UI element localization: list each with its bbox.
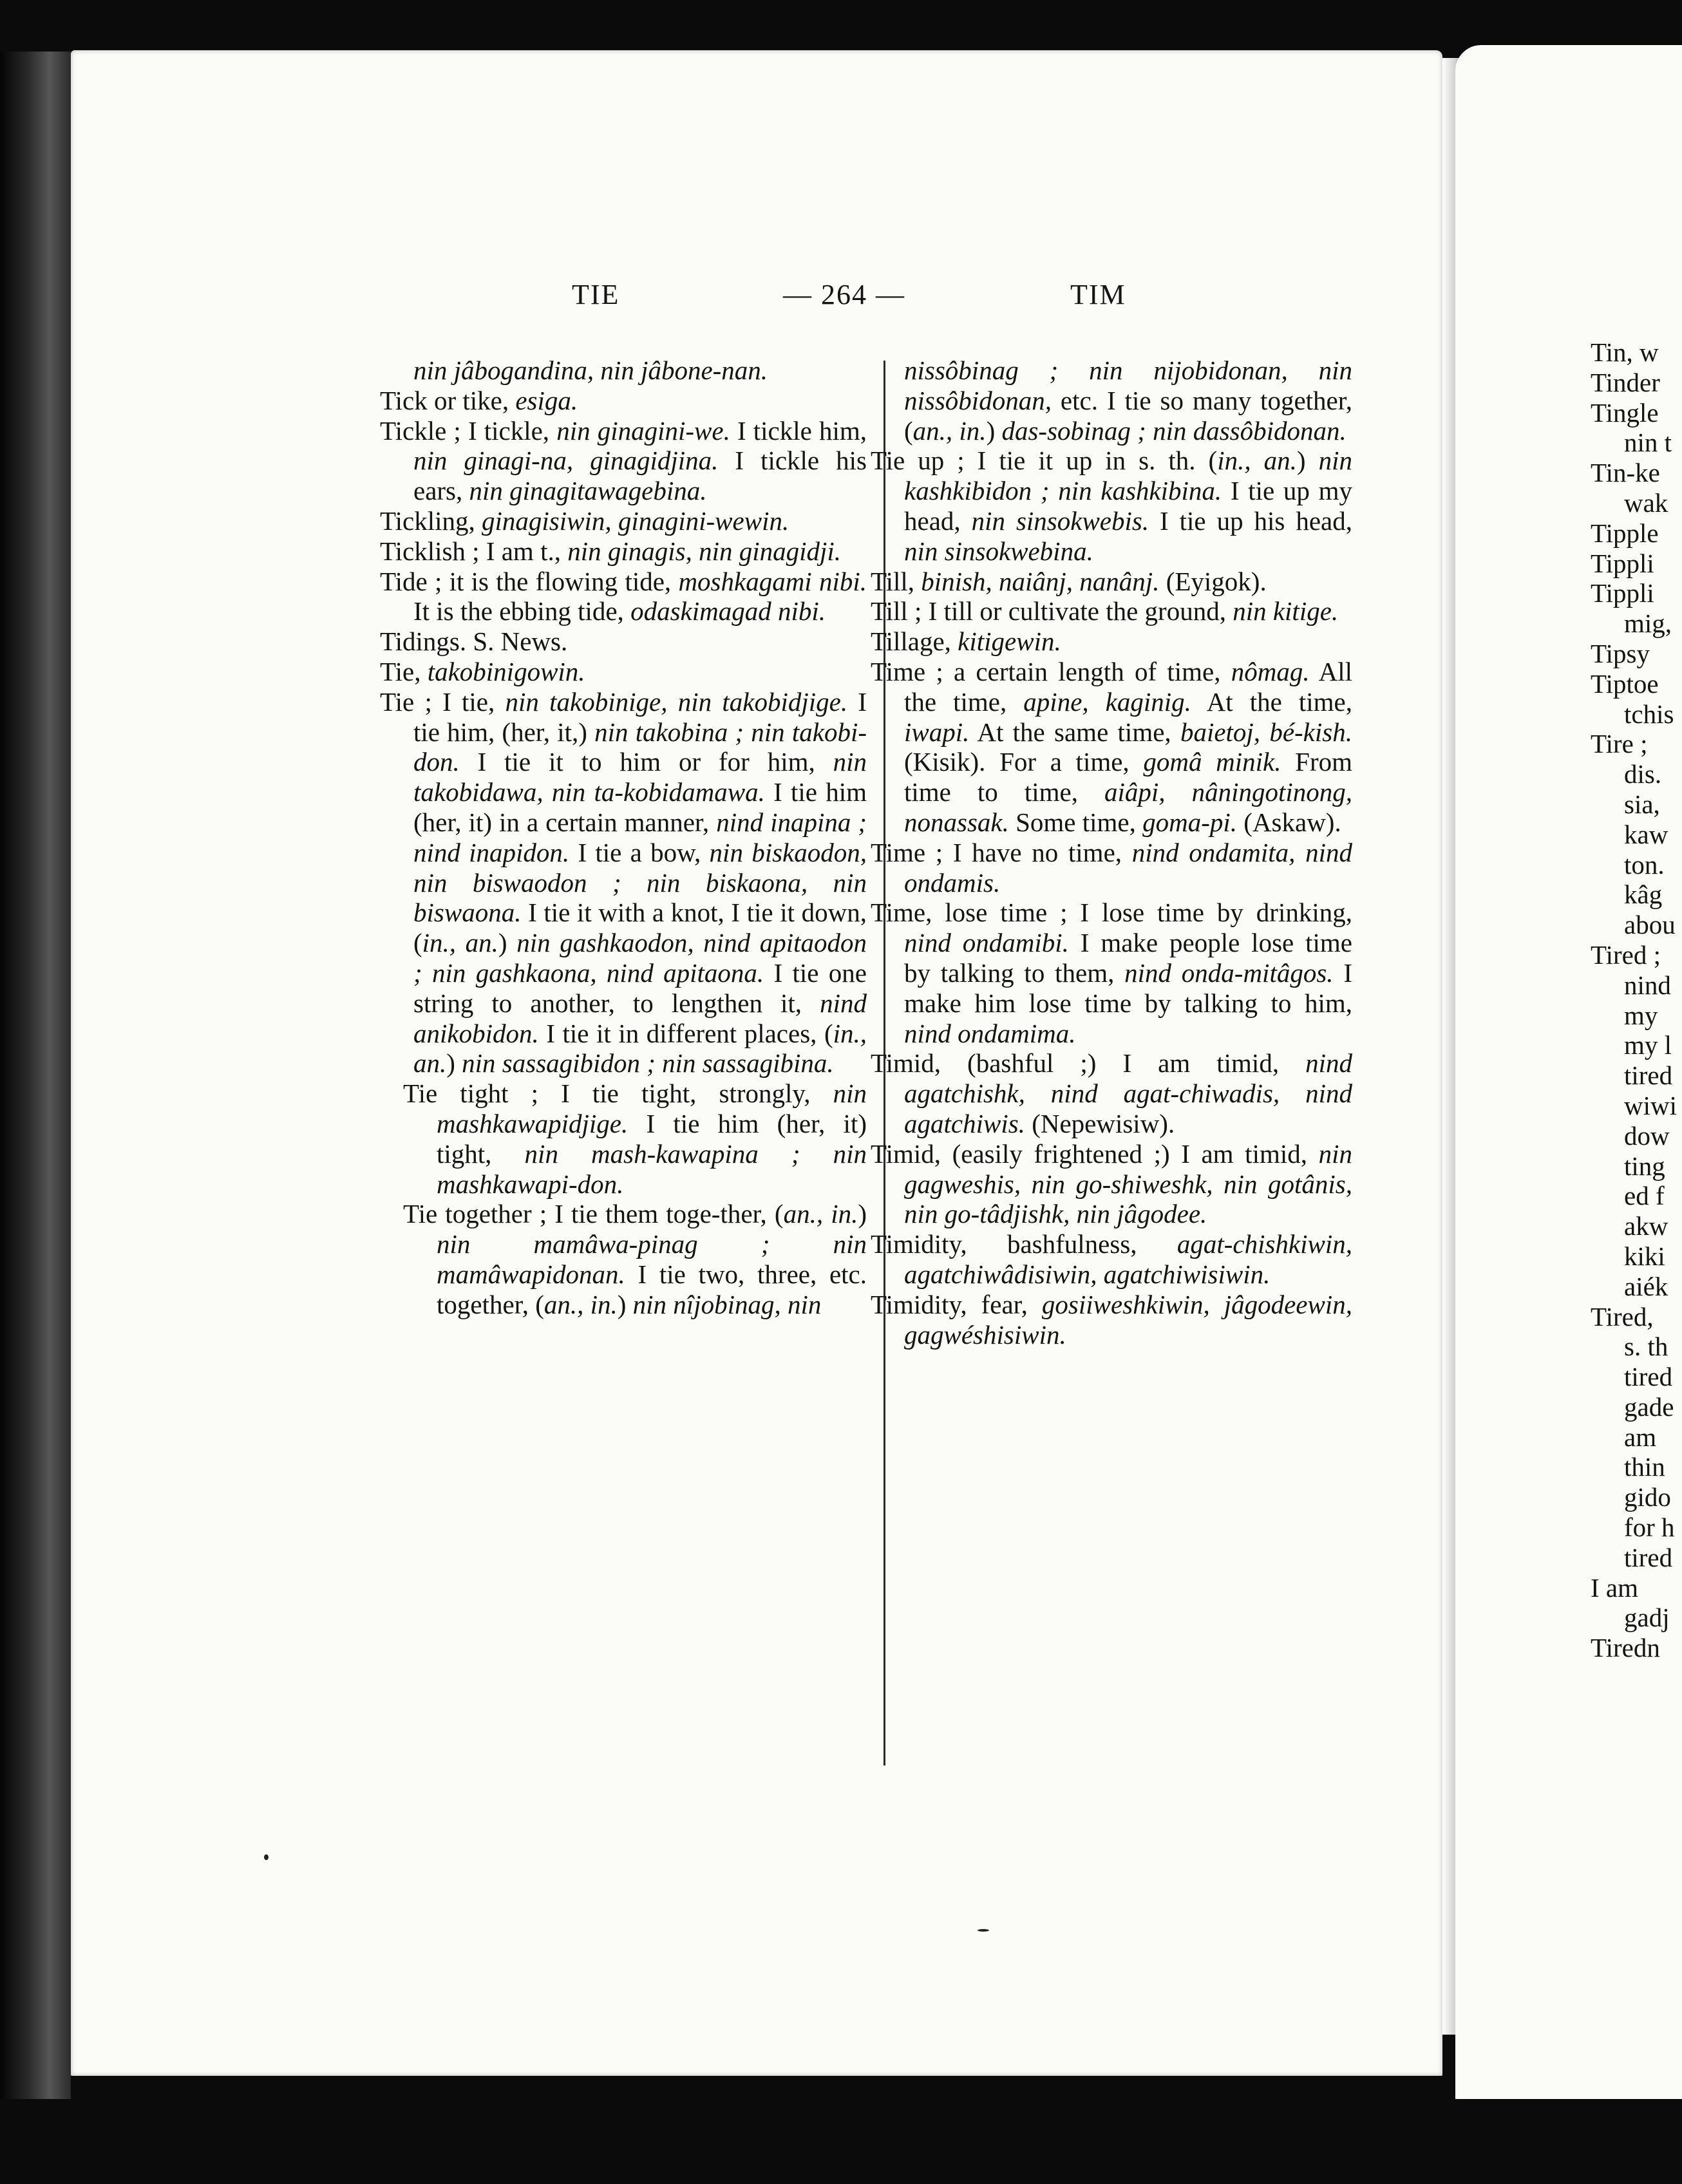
next-page-line: Tire ; [1591, 729, 1648, 759]
next-page-line: Tin, w [1591, 337, 1659, 367]
dictionary-entry: Tillage, kitigewin. [871, 626, 1061, 657]
next-page-line: nin t [1624, 428, 1672, 458]
next-page-line: gadj [1624, 1603, 1670, 1633]
left-column [380, 355, 867, 1320]
next-page-line: thin [1624, 1452, 1665, 1482]
next-page-line: Tingle [1591, 397, 1659, 428]
next-page-line: my [1624, 1000, 1658, 1030]
next-page-line: aiék [1624, 1271, 1668, 1301]
scan-speck [264, 1854, 269, 1860]
next-page-line: wak [1624, 487, 1668, 518]
next-page-line: tchis [1624, 699, 1674, 729]
book-spine [0, 52, 71, 2184]
dictionary-entry: Time, lose time ; I lose time by drinking, nind ondamibi. I make people lose time by talking to them, nind onda-mitâgos. I make him lose time by talking to him, nind ondamima. [871, 898, 1352, 1048]
next-page-line: ting [1624, 1151, 1665, 1181]
dictionary-entry: Tickle ; I tickle, nin ginagini-we. I tickle him, nin ginagi-na, ginagidjina. I tickle his ears, nin ginagitawagebina. [380, 415, 867, 506]
next-page-line: Tired ; [1591, 939, 1661, 970]
dictionary-entry: Till ; I till or cultivate the ground, nin kitige. [871, 596, 1339, 626]
next-page-line: Tippli [1591, 548, 1654, 578]
dictionary-entry: nissôbinag ; nin nijobidonan, nin nissôbidonan, etc. I tie so many together, (an., in.) das-sobinag ; nin dassôbidonan. [904, 355, 1352, 446]
dictionary-entry: Tie up ; I tie it up in s. th. (in., an.) nin kashkibidon ; nin kashkibina. I tie up my head, nin sinsokwebis. I tie up his head, nin sinsokwebina. [871, 446, 1352, 566]
next-page-line: mig, [1624, 608, 1672, 639]
dictionary-entry: Timid, (bashful ;) I am timid, nind agatchishk, nind agat-chiwadis, nind agatchiwis. (Nepewisiw). [871, 1048, 1352, 1138]
scan-speck [978, 1929, 989, 1932]
next-page-line: dow [1624, 1120, 1670, 1151]
dictionary-entry: Timid, (easily frightened ;) I am timid, nin gagweshis, nin go-shiweshk, nin gotânis, nin go-tâdjishk, nin jâgodee. [871, 1138, 1352, 1229]
next-page-line: tired [1624, 1060, 1673, 1091]
next-page-line: Tipsy [1591, 638, 1650, 668]
next-page-line: Tiredn [1591, 1633, 1660, 1663]
dictionary-entry: Till, binish, naiânj, nanânj. (Eyigok). [871, 566, 1267, 596]
next-page-line: am [1624, 1422, 1657, 1452]
next-page-line: my l [1624, 1030, 1672, 1060]
next-page-line: ed f [1624, 1181, 1665, 1211]
dictionary-entry: Ticklish ; I am t., nin ginagis, nin ginagidji. [380, 536, 842, 566]
next-page-line: for h [1624, 1512, 1675, 1543]
next-page-line: tired [1624, 1362, 1673, 1392]
next-page-line: kaw [1624, 819, 1668, 849]
next-page-text [1591, 337, 1682, 1663]
next-page-line: kiki [1624, 1241, 1665, 1271]
next-page-line: sia, [1624, 789, 1660, 819]
dictionary-entry: Tie, takobinigowin. [380, 656, 585, 686]
scan-background [0, 2099, 1682, 2184]
page-number: — 264 — [783, 279, 905, 310]
next-page-line: Tin-ke [1591, 458, 1660, 488]
dictionary-entry: Timidity, bashfulness, agat-chishkiwin, agatchiwâdisiwin, agatchiwisiwin. [871, 1229, 1352, 1289]
next-page-line: Tippli [1591, 578, 1654, 608]
next-page-line: nind [1624, 970, 1671, 1000]
next-page-line: tired [1624, 1542, 1673, 1572]
dictionary-entry: Tie tight ; I tie tight, strongly, nin mashkawapidjige. I tie him (her, it) tight, nin mash-kawapina ; nin mashkawapi-don. [403, 1078, 867, 1199]
next-page-line: Tipple [1591, 518, 1659, 548]
next-page-line: s. th [1624, 1332, 1668, 1362]
next-page-line: gido [1624, 1482, 1671, 1512]
next-page-line: kâg [1624, 880, 1663, 910]
next-page-line: I am [1591, 1572, 1638, 1603]
next-page-line: wiwi [1624, 1090, 1677, 1120]
next-page-line: abou [1624, 910, 1676, 940]
next-page-line: ton. [1624, 849, 1665, 880]
next-page-line: akw [1624, 1211, 1668, 1241]
next-page-line: gade [1624, 1391, 1674, 1422]
running-head-left: TIE [572, 279, 620, 310]
next-page-line: Tinder [1591, 367, 1660, 397]
running-head-right: TIM [1070, 279, 1126, 310]
dictionary-entry: Tie together ; I tie them toge-ther, (an., in.) nin mamâwa-pinag ; nin mamâwapidonan. I tie two, three, etc. together, (an., in.) nin nîjobinag, nin [403, 1199, 867, 1319]
dictionary-entry: Tick or tike, esiga. [380, 385, 578, 415]
dictionary-entry: Tie ; I tie, nin takobinige, nin takobidjige. I tie him, (her, it,) nin takobina ; nin takobi-don. I tie it to him or for him, nin takobidawa, nin ta-kobidamawa. I tie him (her, it) in a certain manner, nind inapina ; nind inapidon. I tie a bow, nin biskaodon, nin biswaodon ; nin biskaona, nin biswaona. I tie it with a knot, I tie it down, (in., an.) nin gashkaodon, nind apitaodon ; nin gashkaona, nind apitaona. I tie one string to another, to lengthen it, nind anikobidon. I tie it in different places, (in., an.) nin sassagibidon ; nin sassagibina. [380, 686, 867, 1078]
dictionary-entry: Time ; a certain length of time, nômag. All the time, apine, kaginig. At the time, iwapi. At the same time, baietoj, bé-kish. (Kisik). For a time, gomâ minik. From time to time, aiâpi, nâningotinong, nonassak. Some time, goma-pi. (Askaw). [871, 656, 1352, 837]
dictionary-entry: nin jâbogandina, nin jâbone-nan. [413, 355, 768, 385]
next-page-line: Tired, [1591, 1301, 1654, 1332]
dictionary-entry: Tide ; it is the flowing tide, moshkagami nibi. It is the ebbing tide, odaskimagad nibi. [380, 566, 867, 626]
dictionary-entry: Tidings. S. News. [380, 626, 568, 657]
next-page-line: Tiptoe [1591, 668, 1659, 699]
dictionary-entry: Timidity, fear, gosiiweshkiwin, jâgodeewin, gagwéshisiwin. [871, 1289, 1352, 1350]
next-page-line: dis. [1624, 759, 1662, 789]
right-column [871, 355, 1352, 1350]
dictionary-entry: Time ; I have no time, nind ondamita, nind ondamis. [871, 837, 1352, 898]
dictionary-entry: Tickling, ginagisiwin, ginagini-wewin. [380, 505, 789, 536]
